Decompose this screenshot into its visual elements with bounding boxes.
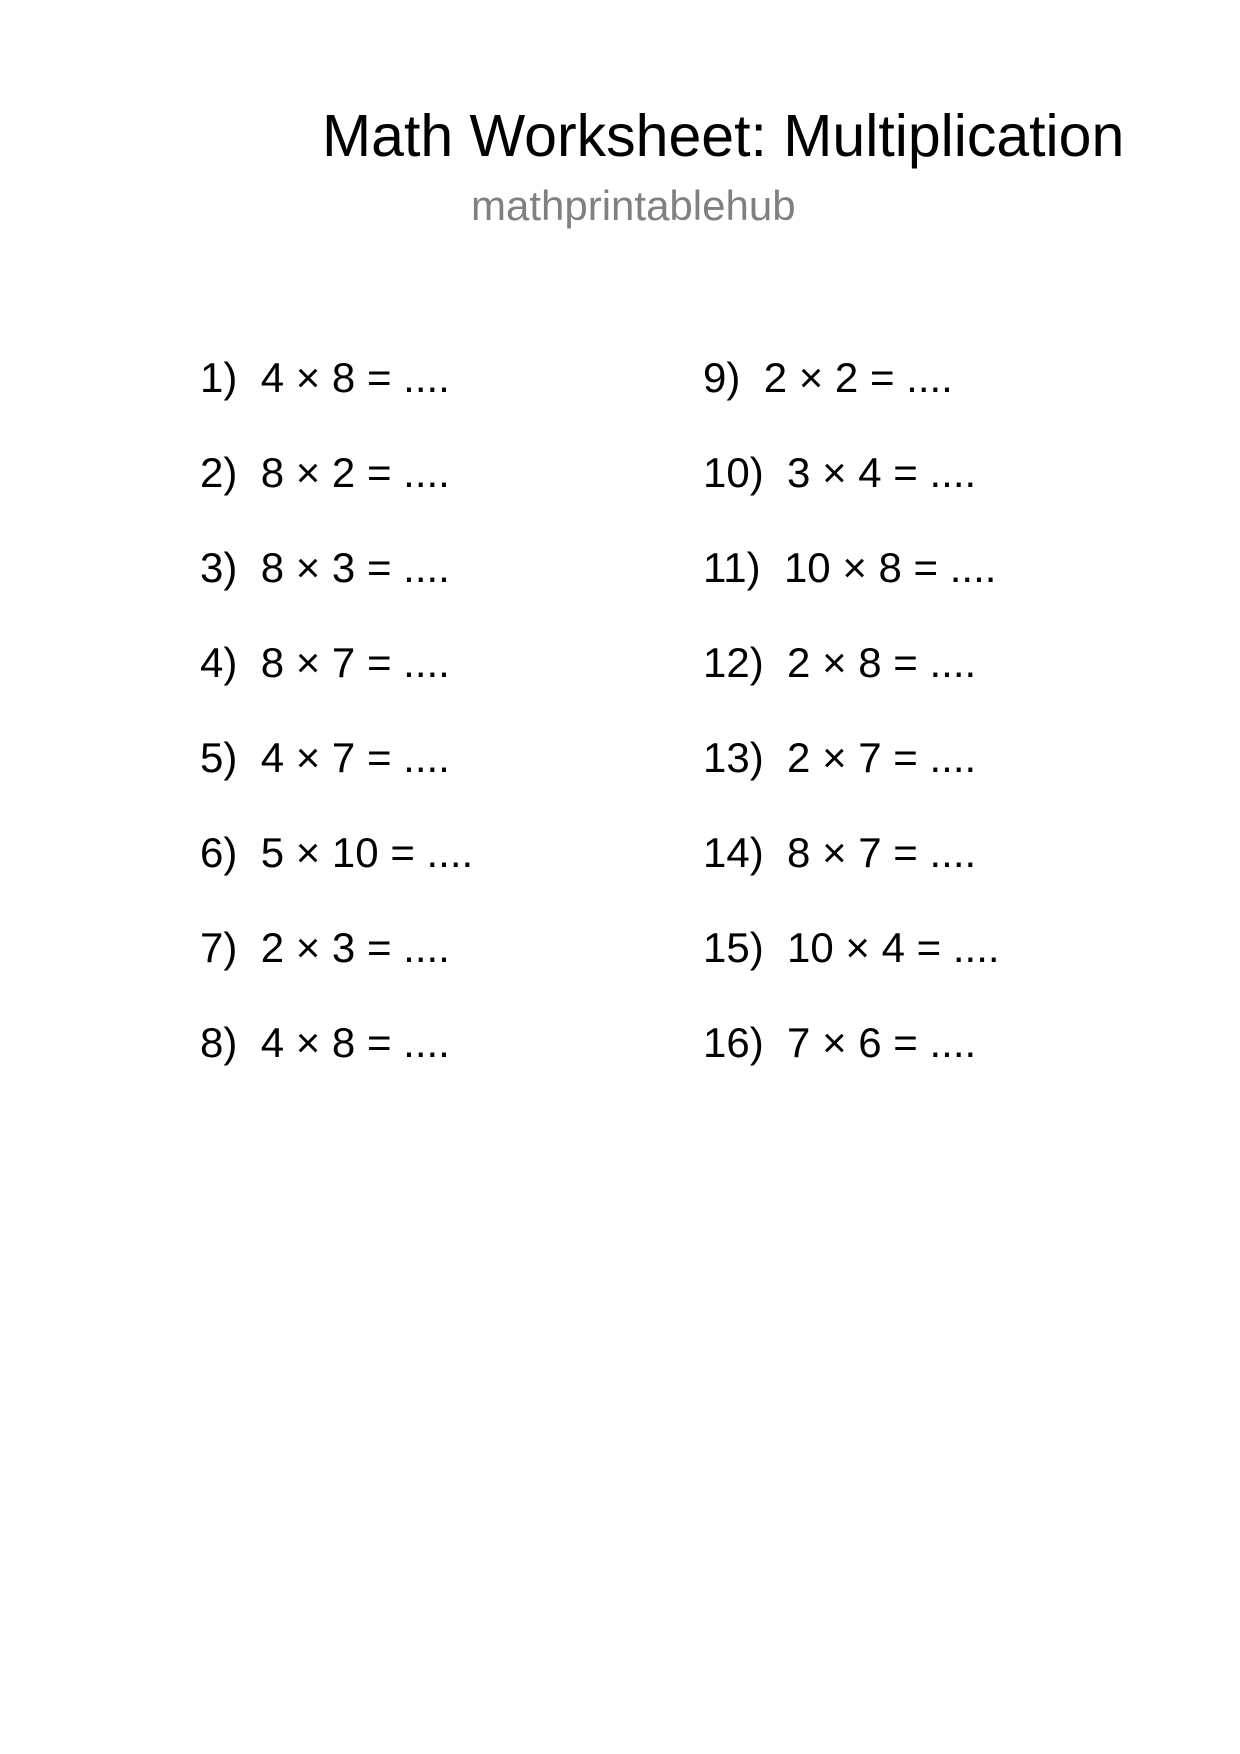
problem-number: 9) — [703, 354, 741, 401]
problem-item — [200, 348, 473, 443]
problem-expression: 7 × 6 = .... — [787, 1019, 977, 1066]
problem-item — [703, 1013, 1000, 1108]
problem-number: 15) — [703, 924, 764, 971]
problem-expression: 8 × 2 = .... — [260, 449, 450, 496]
problem-item — [200, 633, 473, 728]
problem-expression: 5 × 10 = .... — [260, 829, 474, 876]
problem-number: 16) — [703, 1019, 764, 1066]
problem-number: 6) — [200, 829, 238, 876]
problems-column-right — [703, 348, 1000, 1108]
problem-item — [703, 348, 1000, 443]
problem-item — [200, 728, 473, 823]
problems-column-left — [200, 348, 473, 1108]
problem-number: 3) — [200, 544, 238, 591]
problem-number: 5) — [200, 734, 238, 781]
problem-expression: 8 × 7 = .... — [260, 639, 450, 686]
problem-expression: 4 × 8 = .... — [260, 1019, 450, 1066]
problem-number: 12) — [703, 639, 764, 686]
worksheet-title: Math Worksheet: Multiplication — [322, 103, 1125, 169]
problem-item — [200, 443, 473, 538]
problem-expression: 2 × 7 = .... — [787, 734, 977, 781]
problem-item — [703, 538, 1000, 633]
worksheet-subtitle: mathprintablehub — [471, 182, 796, 229]
problem-item — [200, 918, 473, 1013]
problem-number: 10) — [703, 449, 764, 496]
problem-expression: 3 × 4 = .... — [787, 449, 977, 496]
problem-expression: 2 × 3 = .... — [260, 924, 450, 971]
problem-item — [200, 1013, 473, 1108]
problem-expression: 2 × 2 = .... — [763, 354, 953, 401]
problem-expression: 10 × 8 = .... — [783, 544, 997, 591]
problem-expression: 8 × 3 = .... — [260, 544, 450, 591]
problem-expression: 2 × 8 = .... — [787, 639, 977, 686]
problem-item — [703, 633, 1000, 728]
problem-item — [200, 538, 473, 633]
problem-number: 11) — [703, 544, 761, 591]
problem-expression: 4 × 8 = .... — [260, 354, 450, 401]
problem-number: 4) — [200, 639, 238, 686]
problem-item — [703, 823, 1000, 918]
problem-item — [200, 823, 473, 918]
problem-number: 7) — [200, 924, 238, 971]
problem-number: 8) — [200, 1019, 238, 1066]
problem-number: 14) — [703, 829, 764, 876]
problem-number: 13) — [703, 734, 764, 781]
problem-item — [703, 918, 1000, 1013]
problem-expression: 8 × 7 = .... — [787, 829, 977, 876]
problem-number: 1) — [200, 354, 238, 401]
problem-item — [703, 443, 1000, 538]
problem-expression: 4 × 7 = .... — [260, 734, 450, 781]
problem-item — [703, 728, 1000, 823]
problem-expression: 10 × 4 = .... — [787, 924, 1000, 971]
problem-number: 2) — [200, 449, 238, 496]
